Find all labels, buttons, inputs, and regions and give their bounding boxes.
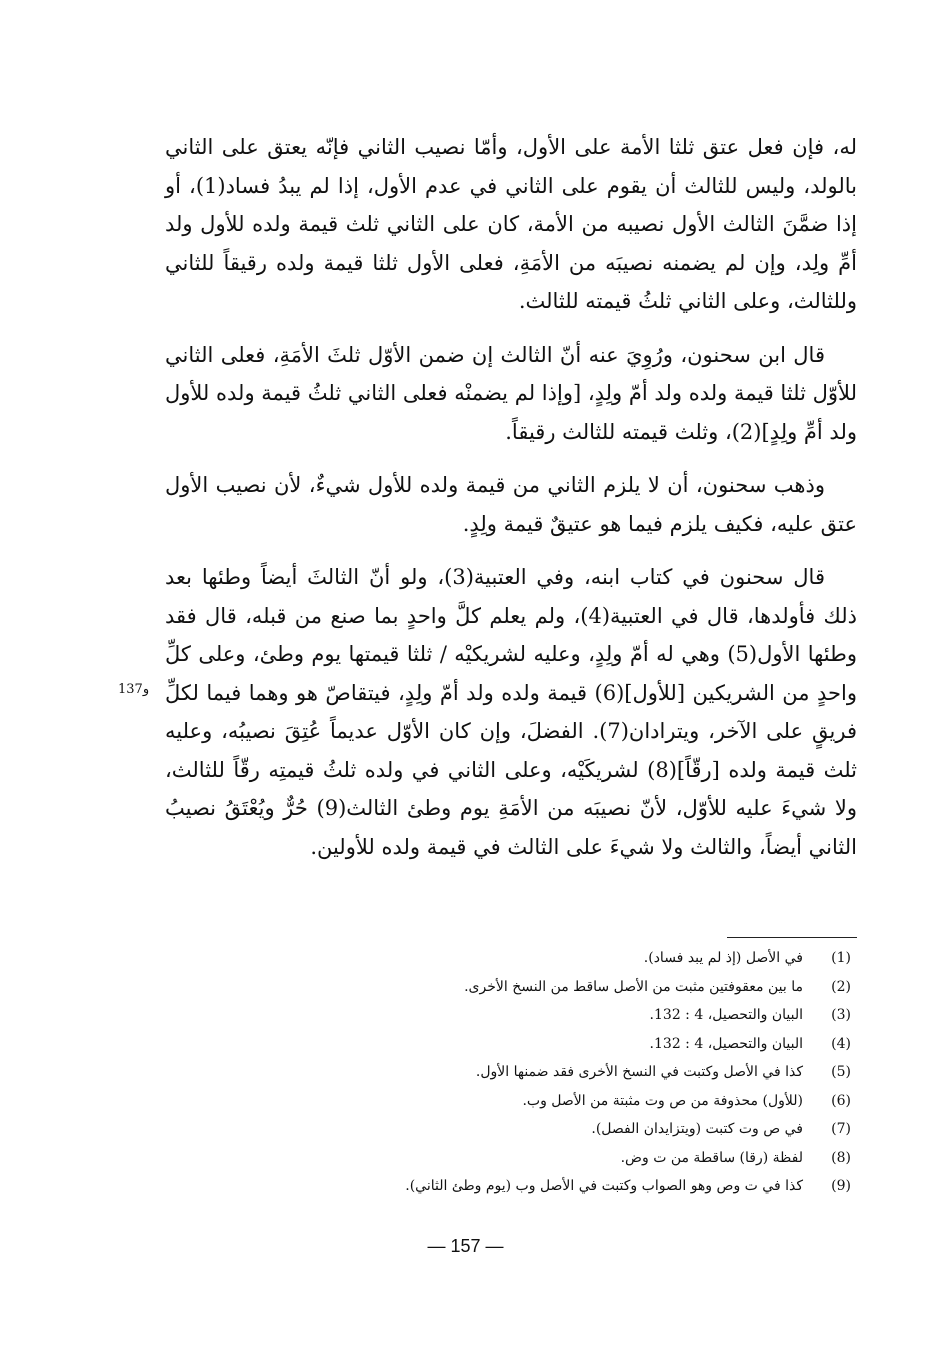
- paragraph-1: له، فإن فعل عتق ثلثا الأمة على الأول، وأمّا نصيب الثاني فإنّه يعتق على الثاني بالولد، وليس للثالث أن يقوم على الثاني في عدم الأول، إذا لم يبدُ فساد(1)، أو إذا ضمَّنَ الثالث الأول نصيبه من الأمة، كان على الثاني ثلث قيمة ولده للأول ولد أمِّ ولِد، وإن لم يضمنه نصيبَه من الأمَةِ، فعلى الأول ثلثا قيمة ولده رقيقاً للثاني وللثالث، وعلى الثاني ثلثُ قيمته للثالث.: [165, 135, 857, 313]
- footnote-text: كذا في الأصل وكتبت في النسخ الأخرى فقد ضمنها الأول.: [475, 1064, 803, 1080]
- footnote-text: البيان والتحصيل، 4 : 132.: [649, 1007, 803, 1023]
- footnote: [165, 1058, 857, 1087]
- folio-margin-note: 137و: [118, 682, 150, 697]
- footnote: [165, 1115, 857, 1144]
- footnote-number: (8): [831, 1149, 851, 1166]
- page-number: — 157 —: [427, 1236, 504, 1256]
- footnote-text: البيان والتحصيل، 4 : 132.: [649, 1035, 803, 1052]
- footnotes-list: [165, 944, 857, 1201]
- footnote: [165, 1030, 857, 1059]
- footnote-number: (3): [831, 1007, 851, 1023]
- footnote-number: (5): [831, 1064, 851, 1080]
- footnote-number: (1): [831, 950, 851, 966]
- footnote-number: (7): [831, 1121, 851, 1137]
- footnote-number: (4): [831, 1035, 851, 1052]
- footnote-text: في الأصل (إذ لم يبد فساد).: [643, 950, 803, 966]
- paragraph-4: قال سحنون في كتاب ابنه، وفي العتبية(3)، ولو أنّ الثالثَ أيضاً وطئها بعد ذلك فأولدها، قال في العتبية(4)، ولم يعلم كلَّ واحدٍ بما صنع من قبله، قال فقد وطئها الأول(5) وهي له أمّ ولِدٍ، وعليه لشريكيْه / ثلثا قيمتها يوم وطئ، وعلى كلِّ واحدٍ من الشريكين [للأول](6) قيمة ولده ولد أمّ ولِدٍ، فيتقاصّ هو وهما فيما لكلِّ فريقٍ على الآخر، ويترادان(7). الفضلَ، وإن كان الأوّل عديماً عُتِقَ نصيبُه، وعليه ثلث قيمة ولده [رقّاً](8) لشريكَيْه، وعلى الثاني في ولده ثلثُ قيمتِه رقّاً للثالث، ولا شيءَ عليه للأوّل، لأنّ نصيبَه من الأمَةِ يوم وطئ الثالث(9) حُرٌّ ويُعْتَقُ نصيبُ الثاني أيضاً، والثالث ولا شيءَ على الثالث في قيمة ولده للأولين.: [165, 565, 858, 859]
- footnote-text: (للأول) محذوفة من ص وت مثبتة من الأصل وب.: [522, 1092, 803, 1109]
- footnote-text: ما بين معقوفتين مثبت من الأصل ساقط من النسخ الأخرى.: [464, 978, 803, 995]
- paragraph-3: وذهب سحنون، أن لا يلزم الثاني من قيمة ولده للأول شيءٌ، لأن نصيب الأول عتق عليه، فكيف يلزم فيما هو عتيقٌ قيمة ولِدٍ.: [165, 473, 857, 536]
- main-text: [165, 128, 857, 881]
- footnote-separator: [727, 937, 857, 938]
- footnote-text: كذا في ت وص وهو الصواب وكتبت في الأصل وب (يوم وطئ الثاني).: [405, 1178, 803, 1194]
- footnote: [165, 1087, 857, 1116]
- footnote-number: (2): [831, 978, 851, 995]
- footnote-text: في ص وت كتبت (ويتزايدان الفصل).: [591, 1121, 803, 1137]
- footnote-text: لفظة (رقا) ساقطة من ت وض.: [620, 1149, 803, 1166]
- footnote: [165, 973, 857, 1002]
- footnote: [165, 1144, 857, 1173]
- footnote: [165, 1001, 857, 1030]
- paragraph-2: قال ابن سحنون، ورُوِيَ عنه أنّ الثالث إن ضمن الأوّل ثلثَ الأمَةِ، فعلى الثاني للأوّل ثلثا قيمة ولده ولد أمّ ولِدٍ، [وإذا لم يضمنْه فعلى الثاني ثلثُ قيمة ولده للأول ولد أمِّ ولِدٍ](2)، وثلث قيمته للثالث رقيقاً.: [165, 342, 857, 444]
- footnote-number: (6): [831, 1092, 851, 1109]
- footnote-number: (9): [831, 1178, 851, 1194]
- footnote: [165, 944, 857, 973]
- footnote: [165, 1172, 857, 1201]
